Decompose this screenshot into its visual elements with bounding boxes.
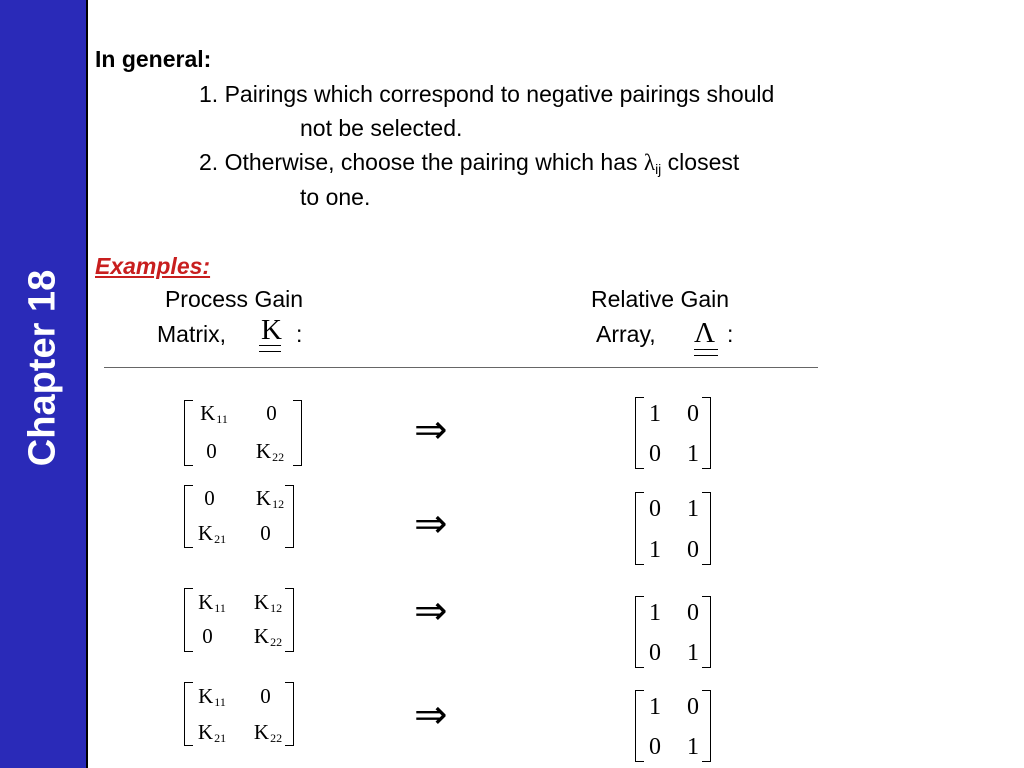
rga-cell: 0 <box>649 496 661 522</box>
right-bracket <box>285 588 294 652</box>
chapter-title: Chapter 18 <box>21 269 64 467</box>
lambda-symbol: λ <box>643 150 656 175</box>
implies-arrow: ⇒ <box>414 588 448 634</box>
rga-underline <box>694 349 718 356</box>
left-bracket <box>635 397 644 469</box>
gain-cell: 0 <box>202 624 213 648</box>
gain-cell: $K_{11}$ <box>198 684 226 709</box>
left-bracket <box>635 596 644 668</box>
implies-arrow: ⇒ <box>414 501 448 547</box>
left-bracket <box>184 682 193 746</box>
right-bracket <box>285 485 294 548</box>
gain-cell: $K_{11}$ <box>198 590 226 615</box>
gain-cell: $K_{12}$ <box>253 590 283 615</box>
rga-cell: 0 <box>687 537 699 563</box>
in-general-heading: In general: <box>95 46 212 72</box>
matrix-label: Matrix, <box>157 321 226 347</box>
gain-cell: 0 <box>260 521 271 545</box>
gain-matrix-underline <box>259 345 281 352</box>
rga-matrix-2 <box>635 492 711 565</box>
lambda-subscript: ij <box>655 161 662 177</box>
gain-cell: $K_{22}$ <box>255 439 285 464</box>
rga-matrix-3 <box>635 596 711 668</box>
gain-cell: $K_{11}$ <box>200 401 228 426</box>
gain-cell: $K_{21}$ <box>197 720 227 745</box>
rule-2-suffix: closest <box>661 149 740 175</box>
gain-cell: 0 <box>260 684 271 708</box>
chapter-sidebar <box>0 0 88 768</box>
gain-cell: 0 <box>206 439 217 463</box>
rga-cell: 0 <box>649 734 661 760</box>
rga-cell: 0 <box>649 640 661 666</box>
right-bracket <box>702 492 711 565</box>
gain-matrix-symbol: K <box>261 314 282 346</box>
rule-1-line-1: 1. Pairings which correspond to negative pairings should <box>199 81 775 107</box>
rga-matrix-1 <box>635 397 711 469</box>
left-colon: : <box>296 321 303 347</box>
rga-cell: 1 <box>649 600 661 626</box>
right-bracket <box>285 682 294 746</box>
rga-cell: 1 <box>687 441 699 467</box>
rule-2-line-2: to one. <box>300 184 371 210</box>
gain-matrix-3 <box>184 588 294 652</box>
gain-cell: $K_{12}$ <box>255 486 285 511</box>
gain-cell: 0 <box>266 401 277 425</box>
gain-matrix-4 <box>184 682 294 746</box>
right-bracket <box>293 400 302 466</box>
rga-cell: 1 <box>687 640 699 666</box>
right-colon: : <box>727 321 734 347</box>
rga-symbol: Λ <box>694 317 716 349</box>
gain-cell: $K_{22}$ <box>253 624 283 649</box>
left-bracket <box>184 485 193 548</box>
examples-heading: Examples: <box>95 253 211 279</box>
implies-arrow: ⇒ <box>414 407 448 453</box>
gain-matrix-1 <box>184 400 302 466</box>
left-bracket <box>184 400 193 466</box>
left-bracket <box>635 492 644 565</box>
right-bracket <box>702 397 711 469</box>
left-bracket <box>635 690 644 762</box>
array-label: Array, <box>596 321 656 347</box>
rga-cell: 1 <box>687 496 699 522</box>
gain-cell: $K_{22}$ <box>253 720 283 745</box>
process-gain-label: Process Gain <box>164 286 304 312</box>
rga-cell: 1 <box>649 537 661 563</box>
separator-line <box>104 367 818 368</box>
rga-cell: 1 <box>649 401 661 427</box>
rga-cell: 0 <box>687 694 699 720</box>
rule-1-line-2: not be selected. <box>300 115 463 141</box>
rga-cell: 0 <box>687 600 699 626</box>
rga-matrix-4 <box>635 690 711 762</box>
gain-matrix-2 <box>184 485 294 548</box>
relative-gain-label: Relative Gain <box>590 286 730 312</box>
left-bracket <box>184 588 193 652</box>
rga-cell: 1 <box>649 694 661 720</box>
rga-cell: 1 <box>687 734 699 760</box>
right-bracket <box>702 690 711 762</box>
implies-arrow: ⇒ <box>414 692 448 738</box>
rule-2-line-1 <box>199 149 740 177</box>
right-bracket <box>702 596 711 668</box>
rga-cell: 0 <box>649 441 661 467</box>
gain-cell: $K_{21}$ <box>197 521 227 546</box>
gain-cell: 0 <box>204 486 215 510</box>
rule-2-text: 2. Otherwise, choose the pairing which has <box>199 149 644 175</box>
rga-cell: 0 <box>687 401 699 427</box>
